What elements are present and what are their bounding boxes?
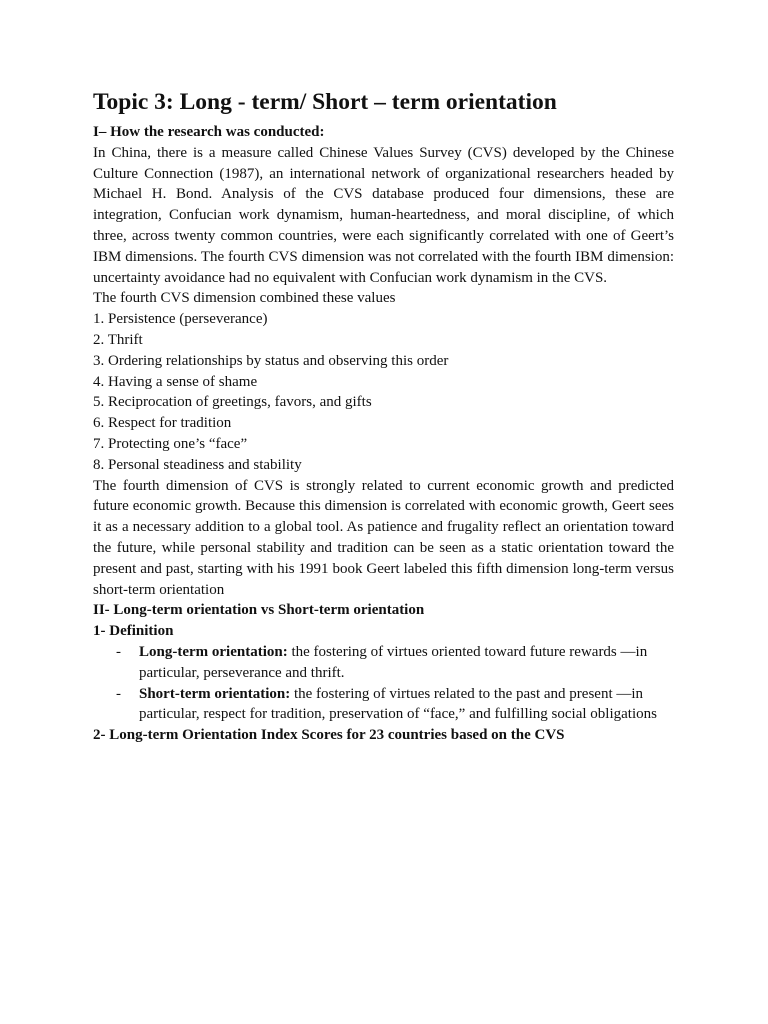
values-list	[93, 309, 674, 475]
page-title: Topic 3: Long - term/ Short – term orientation	[93, 89, 557, 115]
list-item: 1. Persistence (perseverance)	[93, 311, 268, 328]
document-page	[93, 86, 674, 746]
dash-bullet: -	[116, 643, 121, 660]
definition-short-term	[93, 684, 674, 726]
list-item: 5. Reciprocation of greetings, favors, and gifts	[93, 394, 372, 411]
definitions-list	[93, 642, 674, 725]
research-paragraph: In China, there is a measure called Chinese Values Survey (CVS) developed by the Chinese Culture Connection (1987), an international network of organizational researchers headed by Michael H. Bond. Analysis of the CVS database produced four dimensions, these are integration, Confucian work dynamism, human-heartedness, and moral discipline, of which three, across twenty common countries, were each significantly correlated with one of Geert’s IBM dimensions. The fourth CVS dimension was not correlated with the fourth IBM dimension: uncertainty avoidance had no equivalent with Confucian work dynamism in the CVS.	[93, 144, 674, 286]
list-item: 7. Protecting one’s “face”	[93, 435, 248, 452]
values-list-intro: The fourth CVS dimension combined these values	[93, 290, 396, 307]
dash-bullet: -	[116, 685, 121, 702]
list-item: 8. Personal steadiness and stability	[93, 456, 302, 473]
list-item: 4. Having a sense of shame	[93, 373, 258, 390]
definition-subheading: 1- Definition	[93, 623, 174, 640]
list-item: 2. Thrift	[93, 331, 143, 348]
section-1-heading: I– How the research was conducted:	[93, 124, 325, 140]
list-item: 3. Ordering relationships by status and observing this order	[93, 352, 449, 369]
definition-term: Long-term orientation:	[139, 643, 288, 660]
definition-long-term	[93, 642, 674, 684]
section-2-heading: II- Long-term orientation vs Short-term orientation	[93, 602, 425, 619]
definition-text: the fostering of virtues related to the past and present —in particular, respect for tradition, preservation of “face,” and fulfilling social obligations	[139, 685, 657, 723]
list-item: 6. Respect for tradition	[93, 415, 232, 432]
index-scores-subheading: 2- Long-term Orientation Index Scores for 23 countries based on the CVS	[93, 727, 565, 744]
definition-text: the fostering of virtues oriented toward future rewards —in particular, perseverance and thrift.	[139, 643, 648, 681]
economic-growth-paragraph: The fourth dimension of CVS is strongly related to current economic growth and predicted future economic growth. Because this dimension is correlated with economic growth, Geert sees it as a necessary addition to a global tool. As patience and frugality reflect an orientation toward the future, while personal stability and tradition can be seen as a static orientation toward the present and past, starting with his 1991 book Geert labeled this fifth dimension long-term versus short-term orientation	[93, 477, 674, 598]
definition-term: Short-term orientation:	[139, 685, 291, 702]
